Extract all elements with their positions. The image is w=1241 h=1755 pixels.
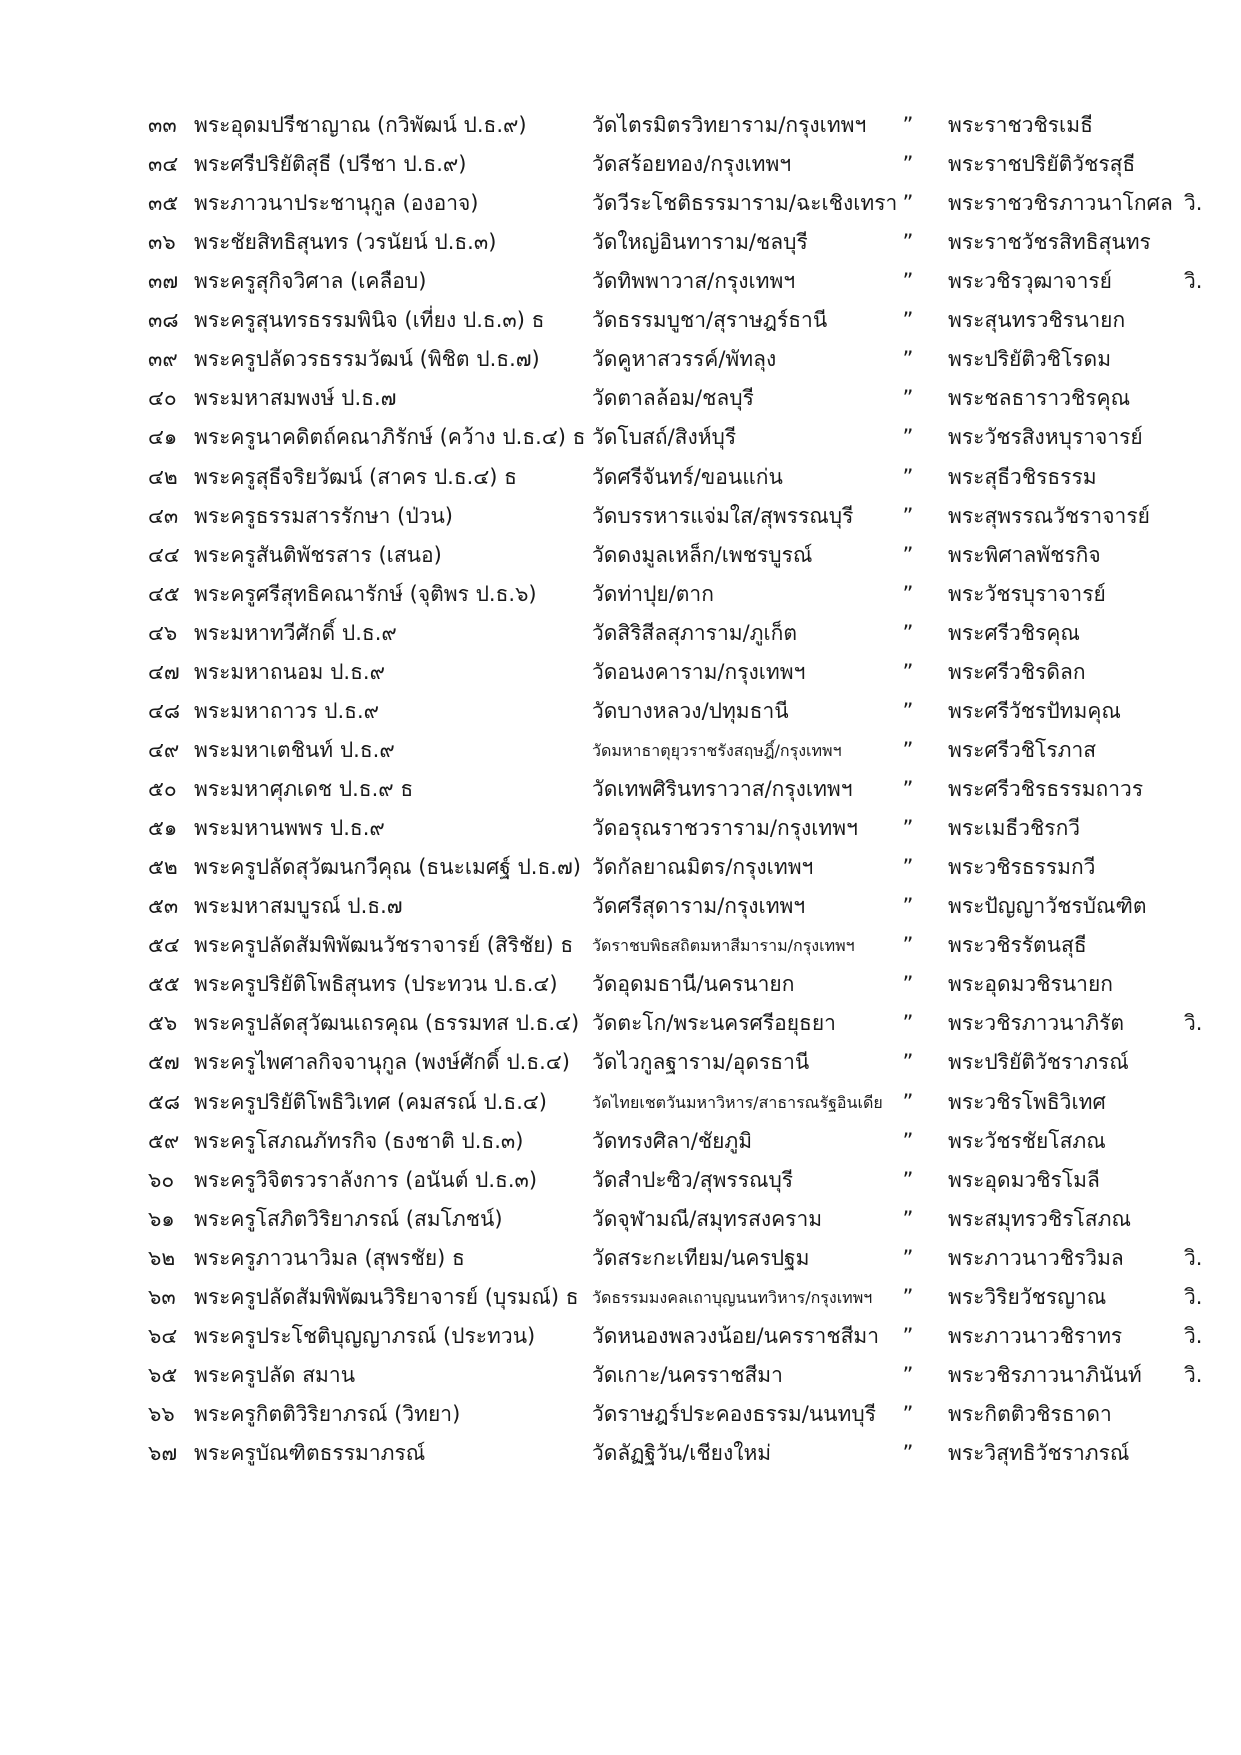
temple-province: วัดลัฏฐิวัน/เชียงใหม่ (592, 1441, 772, 1466)
list-row (0, 456, 1241, 499)
new-title: พระราชวัชรสิทธิสุนทร (948, 230, 1151, 255)
new-title: พระราชวชิรภาวนาโกศล (948, 191, 1173, 216)
row-number: ๓๖ (148, 230, 176, 255)
row-number: ๖๔ (148, 1323, 178, 1348)
new-title: พระกิตติวชิรธาดา (948, 1401, 1112, 1426)
monk-name: พระครูโสภณภัทรกิจ (ธงชาติ ป.ธ.๓) (194, 1128, 524, 1153)
list-row (0, 612, 1241, 655)
new-title: พระราชปริยัติวัชรสุธี (948, 152, 1136, 177)
new-title: พระวัชรบุราจารย์ (948, 581, 1106, 606)
ditto-mark: ” (902, 1323, 914, 1348)
row-number: ๔๕ (148, 581, 180, 606)
temple-province: วัดทิพพาวาส/กรุงเทพฯ (592, 269, 796, 294)
ditto-mark: ” (902, 464, 914, 489)
list-row (0, 1393, 1241, 1436)
ditto-mark: ” (902, 1089, 914, 1114)
new-title: พระศรีวชิโรภาส (948, 737, 1097, 762)
list-row (0, 846, 1241, 889)
new-title: พระศรีวชิรคุณ (948, 620, 1080, 645)
monk-name: พระครูประโชติบุญญาภรณ์ (ประทวน) (194, 1323, 536, 1348)
monk-name: พระมหาทวีศักดิ์ ป.ธ.๙ (194, 620, 397, 645)
new-title: พระศรีวชิรธรรมถาวร (948, 777, 1144, 802)
list-row (0, 1237, 1241, 1280)
monk-name: พระครูสุธีจริยวัฒน์ (สาคร ป.ธ.๔) ธ (194, 464, 517, 489)
row-number: ๔๒ (148, 464, 178, 489)
temple-province: วัดสำปะซิว/สุพรรณบุรี (592, 1167, 794, 1192)
monk-name: พระครูปลัดสุวัฒนเถรคุณ (ธรรมทส ป.ธ.๔) (194, 1011, 580, 1036)
list-row (0, 1081, 1241, 1124)
ditto-mark: ” (902, 425, 914, 450)
row-number: ๔๗ (148, 659, 180, 684)
row-number: ๔๘ (148, 698, 181, 723)
monk-name: พระครูสุนทรธรรมพินิจ (เที่ยง ป.ธ.๓) ธ (194, 308, 545, 333)
new-title: พระเมธีวชิรกวี (948, 816, 1081, 841)
list-row (0, 1276, 1241, 1319)
ditto-mark: ” (902, 972, 914, 997)
row-number: ๓๙ (148, 347, 178, 372)
new-title: พระชลธาราวชิรคุณ (948, 386, 1131, 411)
ditto-mark: ” (902, 269, 914, 294)
list-row (0, 690, 1241, 733)
row-number: ๓๕ (148, 191, 179, 216)
temple-province: วัดสระกะเทียม/นครปฐม (592, 1245, 810, 1270)
ditto-mark: ” (902, 503, 914, 528)
note-mark: วิ. (1184, 1362, 1203, 1387)
new-title: พระสมุทรวชิรโสภณ (948, 1206, 1131, 1231)
list-row (0, 768, 1241, 811)
row-number: ๕๘ (148, 1089, 181, 1114)
row-number: ๕๑ (148, 816, 178, 841)
temple-province: วัดเทพศิรินทราวาส/กรุงเทพฯ (592, 777, 853, 802)
ditto-mark: ” (902, 1245, 914, 1270)
ditto-mark: ” (902, 1128, 914, 1153)
list-row (0, 143, 1241, 186)
row-number: ๕๒ (148, 855, 178, 880)
temple-province: วัดธรรมบูชา/สุราษฎร์ธานี (592, 308, 828, 333)
temple-province: วัดเกาะ/นครราชสีมา (592, 1362, 783, 1387)
ditto-mark: ” (902, 933, 914, 958)
row-number: ๔๙ (148, 737, 180, 762)
ditto-mark: ” (902, 620, 914, 645)
row-number: ๕๗ (148, 1050, 180, 1075)
monk-name: พระมหาสมบูรณ์ ป.ธ.๗ (194, 894, 403, 919)
temple-province: วัดทรงศิลา/ชัยภูมิ (592, 1128, 753, 1153)
monk-name: พระครูปลัดสุวัฒนกวีคุณ (ธนะเมศฐ์ ป.ธ.๗) (194, 855, 581, 880)
ditto-mark: ” (902, 698, 914, 723)
row-number: ๕๕ (148, 972, 180, 997)
new-title: พระวิริยวัชรญาณ (948, 1284, 1107, 1309)
ditto-mark: ” (902, 113, 914, 137)
monk-name: พระครูกิตติวิริยาภรณ์ (วิทยา) (194, 1401, 461, 1426)
row-number: ๖๕ (148, 1362, 178, 1387)
list-row (0, 573, 1241, 616)
row-number: ๖๗ (148, 1441, 178, 1466)
new-title: พระวชิรภาวนาภินันท์ (948, 1362, 1142, 1387)
new-title: พระสุนทรวชิรนายก (948, 308, 1126, 333)
monk-name: พระครูปลัดสัมพิพัฒนวัชราจารย์ (สิริชัย) ธ (194, 933, 574, 958)
list-row (0, 1315, 1241, 1358)
new-title: พระภาวนาวชิรวิมล (948, 1245, 1124, 1270)
list-row (0, 182, 1241, 225)
monk-name: พระครูโสภิตวิริยาภรณ์ (สมโภชน์) (194, 1206, 503, 1231)
temple-province: วัดหนองพลวงน้อย/นครราชสีมา (592, 1323, 880, 1348)
list-row (0, 338, 1241, 381)
temple-province: วัดท่าปุย/ตาก (592, 581, 714, 606)
note-mark: วิ. (1184, 1323, 1203, 1348)
new-title: พระสุพรรณวัชราจารย์ (948, 503, 1150, 528)
ditto-mark: ” (902, 230, 914, 255)
ditto-mark: ” (902, 737, 914, 762)
ditto-mark: ” (902, 581, 914, 606)
new-title: พระวชิรธรรมกวี (948, 855, 1096, 880)
monk-name: พระมหาเตชินท์ ป.ธ.๙ (194, 737, 395, 762)
row-number: ๖๓ (148, 1284, 176, 1309)
row-number: ๕๓ (148, 894, 179, 919)
list-row (0, 299, 1241, 342)
row-number: ๓๘ (148, 308, 179, 333)
list-row (0, 963, 1241, 1006)
note-mark: วิ. (1184, 1011, 1203, 1036)
temple-province: วัดใหญ่อินทาราม/ชลบุรี (592, 230, 808, 255)
list-row (0, 1432, 1241, 1475)
ditto-mark: ” (902, 659, 914, 684)
new-title: พระอุดมวชิรนายก (948, 972, 1113, 997)
list-row (0, 416, 1241, 459)
row-number: ๕๙ (148, 1128, 180, 1153)
temple-province: วัดไตรมิตรวิทยาราม/กรุงเทพฯ (592, 113, 867, 137)
ditto-mark: ” (902, 1362, 914, 1387)
row-number: ๓๔ (148, 152, 179, 177)
list-row (0, 104, 1241, 147)
list-row (0, 885, 1241, 928)
temple-province: วัดมหาธาตุยุวราชรังสฤษฎิ์/กรุงเทพฯ (592, 740, 842, 760)
row-number: ๖๒ (148, 1245, 176, 1270)
row-number: ๖๖ (148, 1401, 175, 1426)
new-title: พระภาวนาวชิราทร (948, 1323, 1123, 1348)
monk-name: พระครูธรรมสารรักษา (ป่วน) (194, 503, 454, 528)
monk-name: พระครูปลัดวรธรรมวัฒน์ (พิชิต ป.ธ.๗) (194, 347, 540, 372)
monk-name: พระครูนาคดิตถ์คณาภิรักษ์ (คว้าง ป.ธ.๔) ธ (194, 425, 586, 450)
row-number: ๔๔ (148, 542, 180, 567)
new-title: พระราชวชิรเมธี (948, 113, 1093, 137)
list-row (0, 651, 1241, 694)
temple-province: วัดจุฬามณี/สมุทรสงคราม (592, 1206, 823, 1231)
row-number: ๓๗ (148, 269, 179, 294)
temple-province: วัดสร้อยทอง/กรุงเทพฯ (592, 152, 792, 177)
temple-province: วัดดงมูลเหล็ก/เพชรบูรณ์ (592, 542, 813, 567)
new-title: พระอุดมวชิรโมลี (948, 1167, 1100, 1192)
monk-name: พระมหาถาวร ป.ธ.๙ (194, 698, 380, 723)
ditto-mark: ” (902, 386, 914, 411)
monk-name: พระครูบัณฑิตธรรมาภรณ์ (194, 1441, 426, 1466)
row-number: ๔๑ (148, 425, 178, 450)
row-number: ๖๐ (148, 1167, 175, 1192)
new-title: พระปริยัติวชิโรดม (948, 347, 1112, 372)
monk-name: พระภาวนาประชานุกูล (องอาจ) (194, 191, 479, 216)
ditto-mark: ” (902, 1050, 914, 1075)
list-row (0, 1041, 1241, 1084)
temple-province: วัดโบสถ์/สิงห์บุรี (592, 425, 737, 450)
row-number: ๕๖ (148, 1011, 178, 1036)
list-row (0, 807, 1241, 850)
temple-province: วัดบางหลวง/ปทุมธานี (592, 698, 789, 723)
list-row (0, 495, 1241, 538)
new-title: พระวชิรโพธิวิเทศ (948, 1089, 1106, 1114)
ditto-mark: ” (902, 1441, 914, 1466)
new-title: พระวัชรชัยโสภณ (948, 1128, 1106, 1153)
ditto-mark: ” (902, 191, 914, 216)
list-row (0, 924, 1241, 967)
new-title: พระศรีวัชรปัทมคุณ (948, 698, 1121, 723)
temple-province: วัดไทยเชตวันมหาวิหาร/สาธารณรัฐอินเดีย (592, 1092, 883, 1112)
temple-province: วัดอนงคาราม/กรุงเทพฯ (592, 659, 806, 684)
monk-name: พระมหาศุภเดช ป.ธ.๙ ธ (194, 777, 414, 802)
list-row (0, 1354, 1241, 1397)
row-number: ๔๓ (148, 503, 179, 528)
new-title: พระศรีวชิรดิลก (948, 659, 1086, 684)
temple-province: วัดสิริสีลสุภาราม/ภูเก็ต (592, 620, 798, 645)
monk-name: พระครูปลัด สมาน (194, 1362, 356, 1387)
monk-name: พระมหานพพร ป.ธ.๙ (194, 816, 385, 841)
temple-province: วัดคูหาสวรรค์/พัทลุง (592, 347, 777, 372)
monk-name: พระครูปริยัติโพธิวิเทศ (คมสรณ์ ป.ธ.๔) (194, 1089, 547, 1114)
monk-name: พระครูวิจิตรวราลังการ (อนันต์ ป.ธ.๓) (194, 1167, 538, 1192)
row-number: ๔๖ (148, 620, 178, 645)
monk-name: พระครูไพศาลกิจจานุกูล (พงษ์ศักดิ์ ป.ธ.๔) (194, 1050, 570, 1075)
monk-name: พระครูศรีสุทธิคณารักษ์ (จุติพร ป.ธ.๖) (194, 581, 537, 606)
list-row (0, 1002, 1241, 1045)
new-title: พระวชิรรัตนสุธี (948, 933, 1087, 958)
temple-province: วัดศรีจันทร์/ขอนแก่น (592, 464, 783, 489)
monk-name: พระครูสุกิจวิศาล (เคลือบ) (194, 269, 427, 294)
monk-name: พระครูปริยัติโพธิสุนทร (ประทวน ป.ธ.๔) (194, 972, 558, 997)
new-title: พระพิศาลพัชรกิจ (948, 542, 1101, 567)
list-row (0, 534, 1241, 577)
list-row (0, 260, 1241, 303)
ditto-mark: ” (902, 777, 914, 802)
temple-province: วัดไวกูลฐาราม/อุดรธานี (592, 1050, 810, 1075)
temple-province: วัดศรีสุดาราม/กรุงเทพฯ (592, 894, 806, 919)
ditto-mark: ” (902, 1401, 914, 1426)
list-row (0, 1120, 1241, 1163)
monk-name: พระอุดมปรีชาญาณ (กวิพัฒน์ ป.ธ.๙) (194, 113, 527, 137)
temple-province: วัดราชบพิธสถิตมหาสีมาราม/กรุงเทพฯ (592, 936, 855, 956)
row-number: ๓๓ (148, 113, 177, 137)
ditto-mark: ” (902, 542, 914, 567)
new-title: พระวชิรวุฒาจารย์ (948, 269, 1112, 294)
list-row (0, 1198, 1241, 1241)
row-number: ๔๐ (148, 386, 177, 411)
monk-name: พระมหาถนอม ป.ธ.๙ (194, 659, 385, 684)
temple-province: วัดบรรหารแจ่มใส/สุพรรณบุรี (592, 503, 854, 528)
row-number: ๕๐ (148, 777, 177, 802)
ditto-mark: ” (902, 308, 914, 333)
row-number: ๕๔ (148, 933, 180, 958)
list-row (0, 1159, 1241, 1202)
ditto-mark: ” (902, 816, 914, 841)
ditto-mark: ” (902, 1206, 914, 1231)
temple-province: วัดกัลยาณมิตร/กรุงเทพฯ (592, 855, 814, 880)
new-title: พระปัญญาวัชรบัณฑิต (948, 894, 1147, 919)
temple-province: วัดตะโก/พระนครศรีอยุธยา (592, 1011, 836, 1036)
ditto-mark: ” (902, 152, 914, 177)
ditto-mark: ” (902, 1011, 914, 1036)
monk-name: พระมหาสมพงษ์ ป.ธ.๗ (194, 386, 397, 411)
temple-province: วัดอุดมธานี/นครนายก (592, 972, 795, 997)
note-mark: วิ. (1184, 191, 1203, 216)
ditto-mark: ” (902, 1167, 914, 1192)
row-number: ๖๑ (148, 1206, 175, 1231)
monk-name: พระครูปลัดสัมพิพัฒนวิริยาจารย์ (บุรมณ์) ธ (194, 1284, 579, 1309)
note-mark: วิ. (1184, 1284, 1203, 1309)
list-row (0, 221, 1241, 264)
monk-name: พระศรีปริยัติสุธี (ปรีชา ป.ธ.๙) (194, 152, 467, 177)
new-title: พระวิสุทธิวัชราภรณ์ (948, 1441, 1130, 1466)
ditto-mark: ” (902, 1284, 914, 1309)
note-mark: วิ. (1184, 269, 1203, 294)
ditto-mark: ” (902, 894, 914, 919)
list-row (0, 377, 1241, 420)
new-title: พระสุธีวชิรธรรม (948, 464, 1097, 489)
new-title: พระปริยัติวัชราภรณ์ (948, 1050, 1129, 1075)
note-mark: วิ. (1184, 1245, 1203, 1270)
monk-name: พระครูสันติพัชรสาร (เสนอ) (194, 542, 442, 567)
list-row (0, 729, 1241, 772)
temple-province: วัดตาลล้อม/ชลบุรี (592, 386, 754, 411)
new-title: พระวัชรสิงหบุราจารย์ (948, 425, 1143, 450)
temple-province: วัดธรรมมงคลเถาบุญนนทวิหาร/กรุงเทพฯ (592, 1287, 873, 1307)
monk-name: พระครูภาวนาวิมล (สุพรชัย) ธ (194, 1245, 465, 1270)
new-title: พระวชิรภาวนาภิรัต (948, 1011, 1125, 1036)
monk-name: พระชัยสิทธิสุนทร (วรนัยน์ ป.ธ.๓) (194, 230, 497, 255)
ditto-mark: ” (902, 855, 914, 880)
ditto-mark: ” (902, 347, 914, 372)
temple-province: วัดราษฎร์ประคองธรรม/นนทบุรี (592, 1401, 876, 1426)
temple-province: วัดอรุณราชวราราม/กรุงเทพฯ (592, 816, 858, 841)
temple-province: วัดวีระโชติธรรมาราม/ฉะเชิงเทรา (592, 191, 898, 216)
